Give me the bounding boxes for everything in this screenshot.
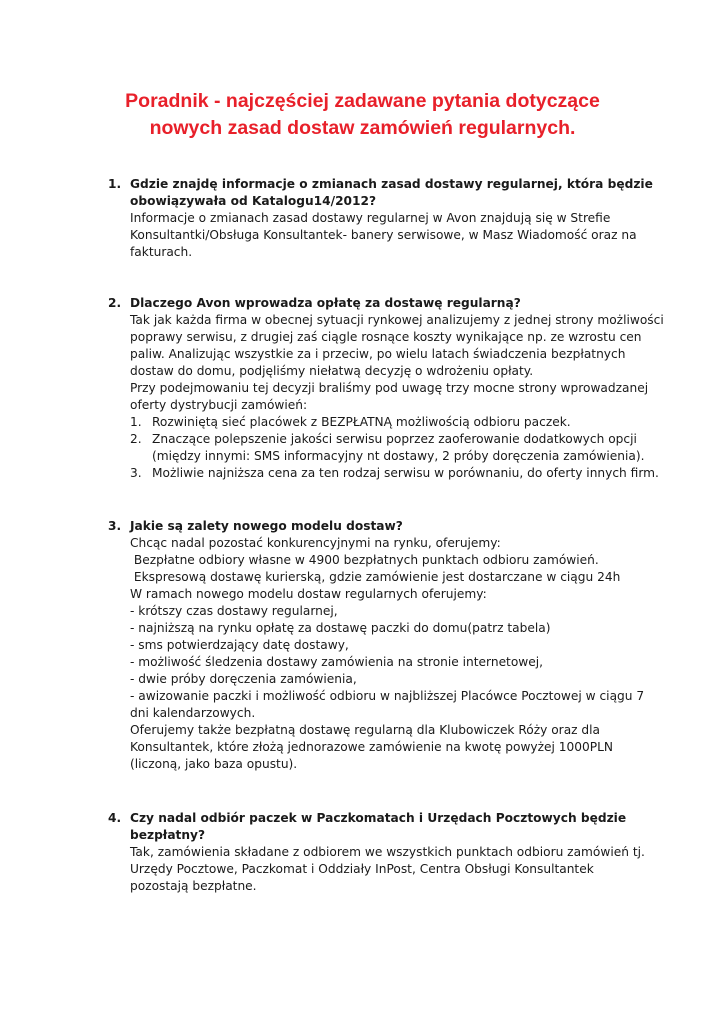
numbered-subitem	[130, 414, 650, 431]
subitem-line: Znaczące polepszenie jakości serwisu poprzez zaoferowanie dodatkowych opcji	[152, 432, 637, 446]
faq-answer-line: - możliwość śledzenia dostawy zamówienia na stronie internetowej,	[130, 655, 544, 669]
faq-answer-line: W ramach nowego modelu dostaw regularnych oferujemy:	[130, 587, 487, 601]
faq-question-line: Dlaczego Avon wprowadza opłatę za dostawę regularną?	[130, 296, 521, 310]
faq-answer-line: - dwie próby doręczenia zamówienia,	[130, 672, 357, 686]
faq-answer-line: - sms potwierdzający datę dostawy,	[130, 638, 349, 652]
numbered-subitem	[130, 431, 650, 465]
faq-question-line: obowiązywała od Katalogu14/2012?	[130, 194, 377, 208]
subitem-number: 3.	[130, 466, 142, 480]
faq-answer-line: Informacje o zmianach zasad dostawy regularnej w Avon znajdują się w Strefie	[130, 211, 611, 225]
faq-answer-line: Bezpłatne odbiory własne w 4900 bezpłatnych punktach odbioru zamówień.	[130, 553, 599, 567]
subitem-line: (między innymi: SMS informacyjny nt dostawy, 2 próby doręczenia zamówienia).	[152, 449, 645, 463]
faq-answer-line: Tak jak każda firma w obecnej sytuacji rynkowej analizujemy z jednej strony możliwości	[130, 313, 664, 327]
faq-answer-line: pozostają bezpłatne.	[130, 879, 257, 893]
faq-answer-line: (liczoną, jako baza opustu).	[130, 757, 298, 771]
subitem-number: 2.	[130, 432, 142, 446]
faq-answer-line: fakturach.	[130, 245, 193, 259]
faq-answer-line: dostaw do domu, podjęliśmy niełatwą decyzję o wdrożeniu opłaty.	[130, 364, 534, 378]
faq-answer-line: Tak, zamówienia składane z odbiorem we wszystkich punktach odbioru zamówień tj.	[130, 845, 645, 859]
faq-answer-line: paliw. Analizując wszystkie za i przeciw, po wielu latach świadczenia bezpłatnych	[130, 347, 626, 361]
faq-question-line: Czy nadal odbiór paczek w Paczkomatach i Urzędach Pocztowych będzie	[130, 811, 627, 825]
faq-number: 4.	[108, 811, 122, 825]
faq-answer-line: Konsultantki/Obsługa Konsultantek- banery serwisowe, w Masz Wiadomość oraz na	[130, 228, 637, 242]
faq-question-line: bezpłatny?	[130, 828, 206, 842]
faq-question-line: Jakie są zalety nowego modelu dostaw?	[130, 519, 403, 533]
faq-question-line: Gdzie znajdę informacje o zmianach zasad dostawy regularnej, która będzie	[130, 177, 653, 191]
faq-answer-line: Oferujemy także bezpłatną dostawę regularną dla Klubowiczek Róży oraz dla	[130, 723, 601, 737]
subitem-line: Możliwie najniższa cena za ten rodzaj serwisu w porównaniu, do oferty innych firm.	[152, 466, 659, 480]
faq-answer-line: Urzędy Pocztowe, Paczkomat i Oddziały InPost, Centra Obsługi Konsultantek	[130, 862, 594, 876]
faq-number: 2.	[108, 296, 122, 310]
faq-answer-line: - najniższą na rynku opłatę za dostawę paczki do domu(patrz tabela)	[130, 621, 551, 635]
faq-answer-line: Przy podejmowaniu tej decyzji braliśmy pod uwagę trzy mocne strony wprowadzanej	[130, 381, 649, 395]
page-title	[60, 88, 665, 142]
faq-answer-line: - krótszy czas dostawy regularnej,	[130, 604, 338, 618]
title-line-1: Poradnik - najczęściej zadawane pytania dotyczące	[125, 90, 600, 112]
subitem-line: Rozwiniętą sieć placówek z BEZPŁATNĄ możliwością odbioru paczek.	[152, 415, 571, 429]
faq-answer-line: Ekspresową dostawę kurierską, gdzie zamówienie jest dostarczane w ciągu 24h	[130, 570, 621, 584]
faq-answer-line: - awizowanie paczki i możliwość odbioru w najbliższej Placówce Pocztowej w ciągu 7	[130, 689, 645, 703]
faq-answer-line: oferty dystrybucji zamówień:	[130, 398, 308, 412]
numbered-subitem	[130, 465, 659, 482]
faq-number: 3.	[108, 519, 122, 533]
faq-answer-line: poprawy serwisu, z drugiej zaś ciągle rosnące koszty wynikające np. ze wzrostu cen	[130, 330, 642, 344]
faq-answer-line: Chcąc nadal pozostać konkurencyjnymi na rynku, oferujemy:	[130, 536, 501, 550]
faq-number: 1.	[108, 177, 122, 191]
faq-answer-line: Konsultantek, które złożą jednorazowe zamówienie na kwotę powyżej 1000PLN	[130, 740, 614, 754]
subitem-number: 1.	[130, 415, 142, 429]
title-line-2: nowych zasad dostaw zamówień regularnych.	[149, 117, 576, 139]
faq-answer-line: dni kalendarzowych.	[130, 706, 256, 720]
